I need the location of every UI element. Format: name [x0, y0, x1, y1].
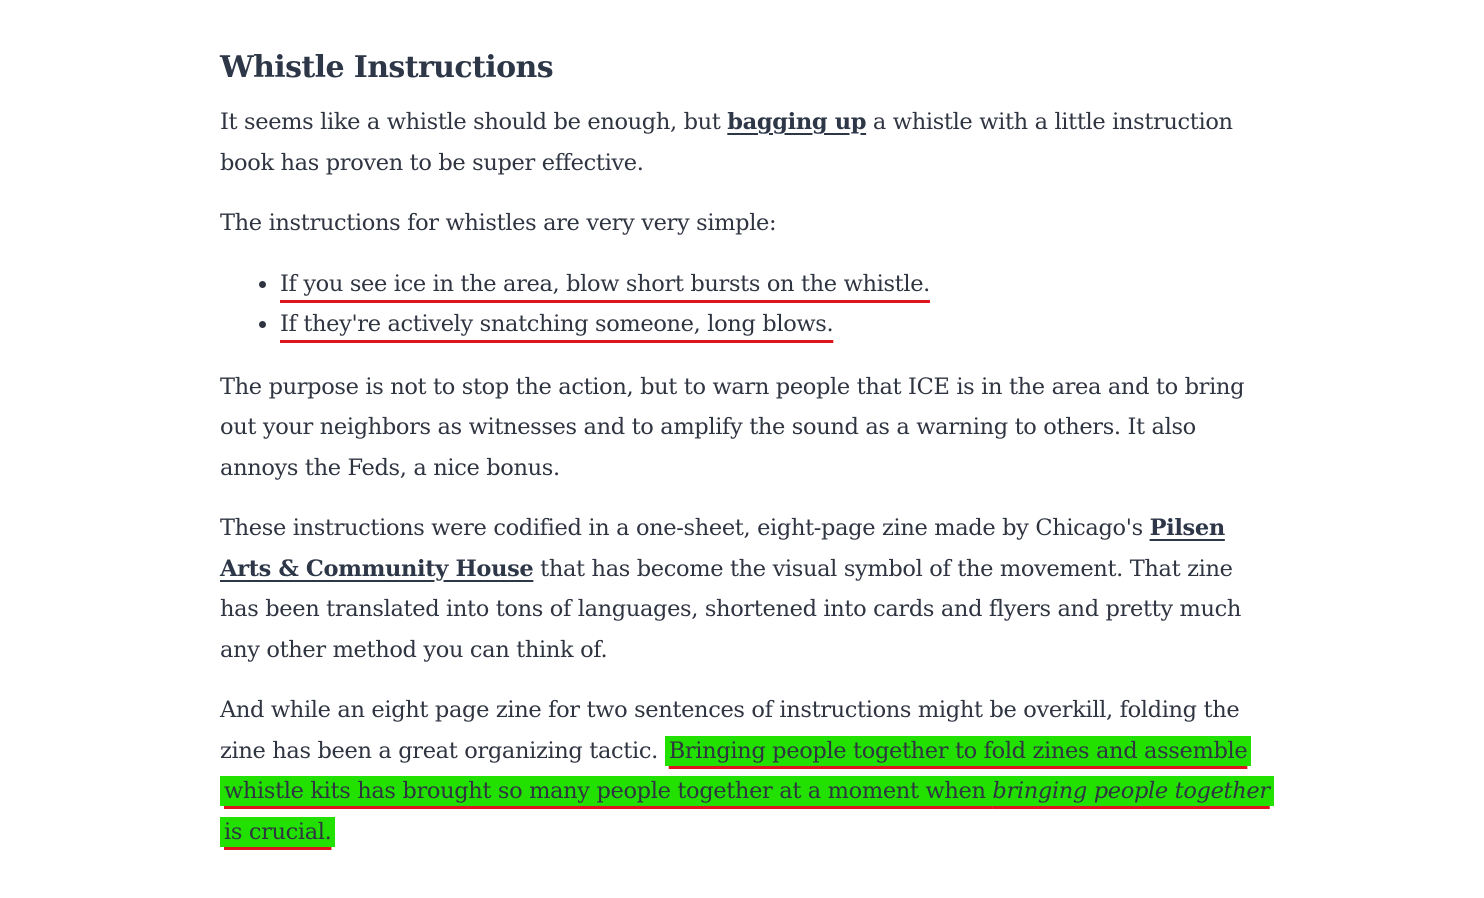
highlight-text-end: is crucial.: [224, 818, 332, 845]
paragraph-intro: [220, 102, 1270, 183]
highlight-emphasis: bringing people together: [992, 778, 1270, 804]
article-body: [220, 46, 1270, 872]
paragraph-zine: [220, 508, 1270, 670]
list-item-text: If you see ice in the area, blow short bursts on the whistle.: [280, 270, 930, 297]
paragraph-zine-text-start: These instructions were codified in a one-sheet, eight-page zine made by Chicago's: [220, 515, 1150, 541]
bullet-icon: [259, 281, 266, 288]
paragraph-organizing-text: And while an eight page zine for two sentences of instructions might be overkill, folding the zine has been a great organizing tactic.: [220, 697, 1240, 764]
paragraph-organizing: [220, 690, 1270, 852]
bagging-up-link[interactable]: bagging up: [727, 109, 867, 135]
instruction-list: [220, 264, 1270, 345]
list-item-text: If they're actively snatching someone, long blows.: [280, 311, 834, 337]
bullet-icon: [259, 321, 266, 328]
list-item: [256, 304, 1270, 345]
paragraph-purpose: The purpose is not to stop the action, but to warn people that ICE is in the area and to bring out your neighbors as witnesses and to amplify the sound as a warning to others. It also annoys the Feds, a nice bonus.: [220, 373, 1245, 481]
paragraph-instructions-lead: The instructions for whistles are very very simple:: [220, 210, 777, 236]
pilsen-arts-link[interactable]: Pilsen Arts & Community House: [220, 515, 1225, 582]
paragraph-zine-text-end: that has become the visual symbol of the movement. That zine has been translated into tons of languages, shortened into cards and flyers and pretty much any other method you can think of.: [220, 555, 1242, 663]
highlight-text-start: Bringing people together to fold zines and assemble whistle kits has brought so many people together at a moment when: [224, 737, 1248, 804]
list-item: [256, 264, 1270, 305]
paragraph-intro-text-end: a whistle with a little instruction book has proven to be super effective.: [220, 109, 1233, 176]
section-heading: Whistle Instructions: [220, 50, 554, 85]
paragraph-intro-text-start: It seems like a whistle should be enough, but: [220, 109, 728, 135]
